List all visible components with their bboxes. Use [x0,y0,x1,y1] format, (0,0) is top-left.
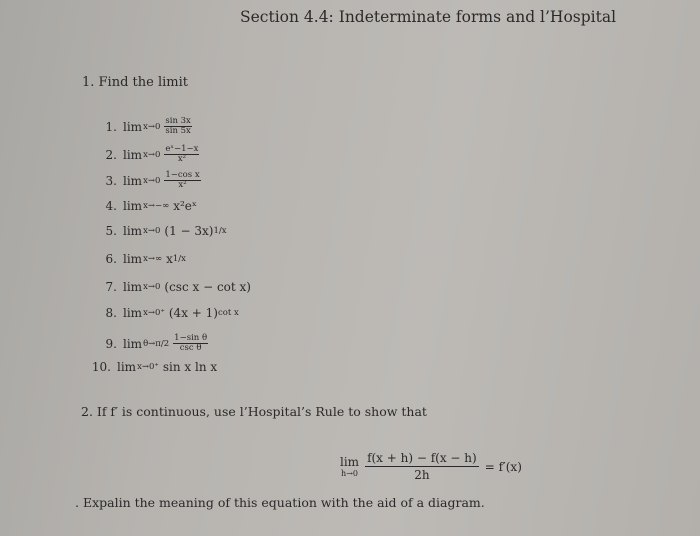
item-number: 3. [105,173,117,188]
limit-expression: (4x + 1) [168,306,218,320]
equation-numerator: f(x + h) − f(x − h) [367,451,477,465]
fraction-denominator: sin 5x [165,126,191,136]
lim-subscript: x→0⁺ [137,362,159,372]
fraction-numerator: sin 3x [165,116,191,126]
limit-item [89,117,192,136]
equation-lim-sub: h→0 [341,469,358,478]
fraction-denominator: x² [177,154,187,164]
lim-word: lim [123,199,143,213]
lim-subscript: x→0 [143,175,161,186]
item-number: 7. [105,280,117,294]
fraction-denominator: csc θ [179,343,202,353]
limit-expression: sin x ln x [162,360,218,374]
lim-word: lim [123,147,143,162]
equation-limit [340,455,359,478]
limit-expression: (csc x − cot x) [164,280,251,294]
equation-lim-word: lim [340,455,360,469]
limit-expression: x [166,252,173,266]
item-number: 4. [105,199,117,213]
explain-instruction: . Expalin the meaning of this equation with the aid of a diagram. [75,495,485,510]
lim-subscript: x→0 [143,282,161,292]
item-number: 5. [105,224,117,238]
section-title: Section 4.4: Indeterminate forms and l’Hospital [240,8,617,26]
question-2-text: 2. If f′ is continuous, use l’Hospital’s Rule to show that [81,404,427,419]
lim-word: lim [123,306,143,320]
lim-word: lim [117,360,137,374]
limit-equation [340,450,522,483]
limit-expression: x²eˣ [173,199,197,213]
limit-item [83,360,217,374]
lim-subscript: x→−∞ [143,201,170,211]
lim-subscript: θ→π/2 [143,338,170,349]
lim-subscript: x→0 [143,149,161,160]
fraction-numerator: 1−cos x [165,170,200,180]
fraction-numerator: 1−sin θ [174,333,208,343]
exponent: 1/x [213,226,227,236]
fraction-denominator: x² [178,180,187,190]
limit-item [89,224,227,238]
limit-fraction [164,117,191,136]
limit-item [89,171,201,190]
exponent: cot x [217,308,239,318]
lim-word: lim [123,224,143,238]
lim-word: lim [123,252,143,266]
limit-item [89,334,208,353]
item-number: 10. [91,360,111,374]
limit-fraction [164,171,200,190]
exponent: 1/x [172,254,186,264]
fraction-numerator: eˣ−1−x [165,144,199,154]
equation-rhs: = f′(x) [484,459,522,474]
equation-fraction [365,450,479,483]
item-number: 1. [105,119,117,134]
limit-fraction [164,145,199,164]
item-number: 6. [105,252,117,266]
equation-denominator: 2h [414,468,430,482]
item-number: 8. [105,306,117,320]
question-1-heading: 1. Find the limit [82,75,188,90]
lim-word: lim [123,119,143,134]
lim-word: lim [123,280,143,294]
lim-word: lim [123,336,143,351]
limit-item [89,145,199,164]
limit-item [89,252,186,266]
lim-subscript: x→0⁺ [143,308,165,318]
item-number: 9. [105,336,117,351]
item-number: 2. [105,147,117,162]
limit-expression: (1 − 3x) [164,224,214,238]
limit-item [89,306,239,320]
lim-word: lim [123,173,143,188]
lim-subscript: x→∞ [143,254,163,264]
limit-item [89,280,251,294]
limit-fraction [173,334,208,353]
lim-subscript: x→0 [143,226,161,236]
limit-item [89,199,197,213]
lim-subscript: x→0 [143,121,161,132]
